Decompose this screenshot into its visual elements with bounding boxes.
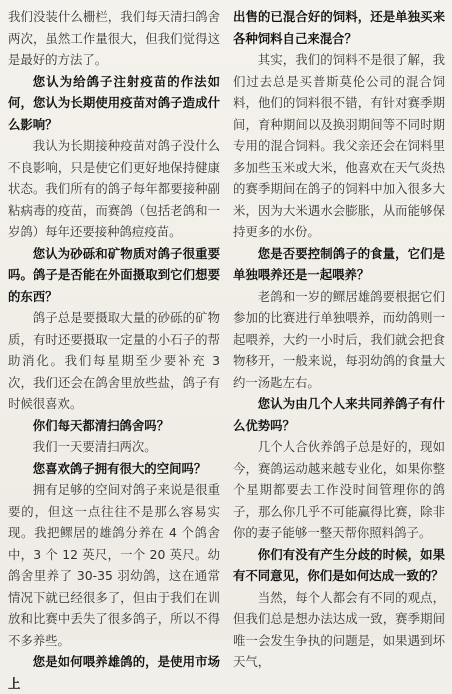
interview-question: 出售的已混合好的饲料，还是单独买来各种饲料自己来混合？ — [233, 9, 445, 46]
interview-answer: 几个人合伙养鸽子总是好的，现如今，赛鸽运动越来越专业化，如果你整个星期都要去工作没时间管理你的鸽子，那么你几乎不可能赢得比赛，除非你的妻子能够一整天帮你照料鸽子。 — [233, 439, 445, 540]
interview-question: 您认为砂砾和矿物质对鸽子很重要吗。鸽子是否能在外面摄取到它们想要的东西？ — [8, 245, 220, 304]
interview-answer: 拥有足够的空间对鸽子来说是很重要的，但这一点往往不是那么容易实现。我把鳏居的雄鸽分养在 4 个鸽舍中，3 个 12 英尺，一个 20 英尺。幼鸽舍里养了 30-35 羽幼鸽，这在通常情况下就已经很多了，但由于我们在训放和比赛中丢失了很多鸽子，所以不得不多养些。 — [8, 482, 220, 648]
interview-question: 你们每天都清扫鸽舍吗？ — [32, 417, 170, 433]
interview-question: 您是如何喂养雄鸽的，是使用市场上 — [8, 654, 220, 691]
right-column — [233, 6, 445, 673]
interview-answer: 其实，我们的饲料不是很了解，我们过去总是买普斯莫伦公司的混合饲料，他们的饲料很不错，有针对赛季期间，育种期间以及换羽期间等不同时期专用的混合饲料。我父亲还会在饲料里多加些玉米或大米，他喜欢在天气炎热的赛季期间在鸽子的饲料中加入很多大米，因为大米遇水会膨胀，从而能够保持更多的水份。 — [233, 52, 445, 239]
interview-answer: 鸽子总是要摄取大量的砂砾的矿物质，有时还要摄取一定量的小石子的帮助消化。我们每星期至少要补充 3 次，我们还会在鸽舍里放些盐，鸽子有时候很喜欢。 — [8, 310, 220, 411]
interview-answer: 老鸽和一岁的鳏居雄鸽要根据它们参加的比赛进行单独喂养，而幼鸽则一起喂养，大约一小时后，我们就会把食物移开，一般来说，每羽幼鸽的食量大约一汤匙左右。 — [233, 288, 445, 390]
interview-question: 您认为给鸽子注射疫苗的作法如何，您认为长期使用疫苗对鸽子造成什么影响？ — [8, 73, 220, 132]
interview-question: 你们有没有产生分歧的时候，如果有不同意见，你们是如何达成一致的？ — [233, 546, 445, 583]
interview-answer: 我认为长期接种疫苗对鸽子没什么不良影响，只是使它们更好地保持健康状态。我们所有的鸽子每年都要接种副粘病毒的疫苗，而赛鸽（包括老鸽和一岁鸽）每年还要接种鸽痘疫苗。 — [8, 138, 220, 239]
interview-question: 您喜欢鸽子拥有很大的空间吗？ — [32, 460, 207, 476]
interview-question: 您是否要控制鸽子的食量，它们是单独喂养还是一起喂养？ — [233, 245, 445, 282]
interview-answer: 当然，每个人都会有不同的观点，但我们总是想办法达成一致，赛季期间唯一会发生争执的问题是，如果遇到坏天气， — [233, 589, 445, 669]
interview-answer: 我们没装什么栅栏，我们每天清扫鸽舍两次，虽然工作量很大，但我们觉得这是最好的方法了。 — [8, 9, 220, 67]
interview-answer: 我们一天要清扫两次。 — [32, 439, 157, 454]
interview-question: 您认为由几个人来共同养鸽子有什么优势吗？ — [233, 396, 445, 433]
left-column — [8, 6, 220, 694]
